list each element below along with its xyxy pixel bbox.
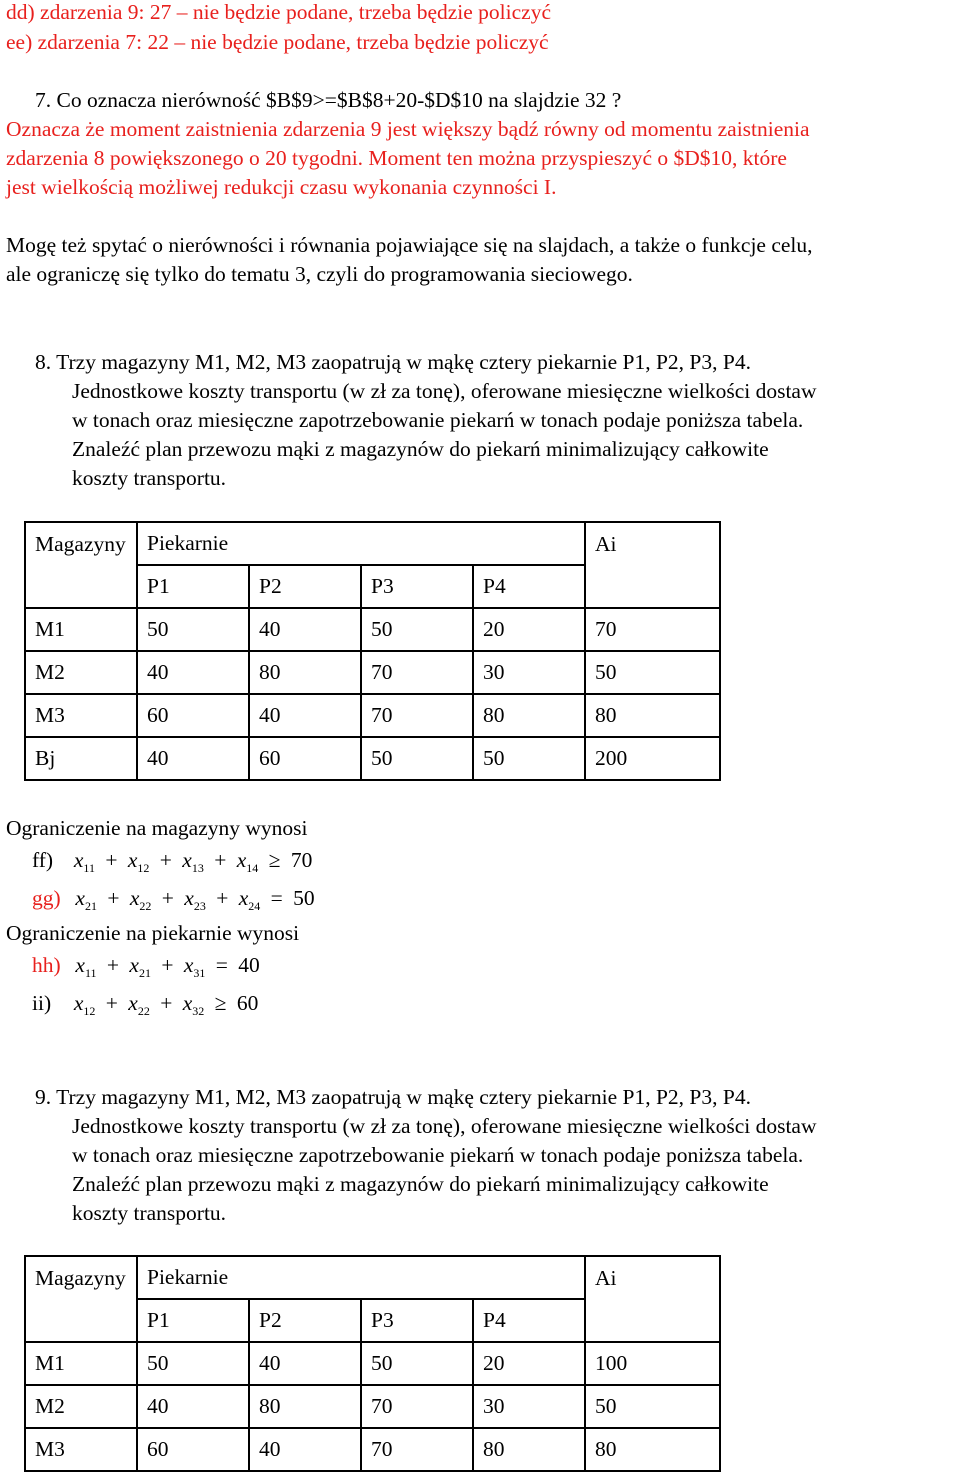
- equation-hh: hh) $x_{11} + x_{21} + x_{31} = 40$: [32, 953, 260, 980]
- equation-ii: ii) $x_{12} + x_{22} + x_{32} \ge 60$: [32, 991, 259, 1018]
- table-row: M2 40 80 70 30 50: [25, 651, 720, 694]
- col-header: P2: [249, 1299, 361, 1342]
- answer-7-line-2: zdarzenia 8 powiększonego o 20 tygodni. Moment ten można przyspieszyć o $D$10, które: [6, 146, 787, 170]
- header-magazyny: Magazyny: [25, 522, 137, 565]
- header-piekarnie: Piekarnie: [137, 1256, 249, 1299]
- col-header: P4: [473, 1299, 585, 1342]
- answer-7-line-3: jest wielkością możliwej redukcji czasu wykonania czynności I.: [6, 175, 557, 199]
- line-ee: ee) zdarzenia 7: 22 – nie będzie podane, trzeba będzie policzyć: [6, 30, 549, 54]
- note-line-1: Mogę też spytać o nierówności i równania pojawiające się na slajdach, a także o funkcje celu,: [6, 233, 813, 257]
- table-row: M2 40 80 70 30 50: [25, 1385, 720, 1428]
- header-ai: Ai: [585, 522, 720, 565]
- cost-table-q8: [24, 521, 721, 781]
- line-dd: dd) zdarzenia 9: 27 – nie będzie podane, trzeba będzie policzyć: [6, 0, 551, 24]
- question-9-line-3: w tonach oraz miesięczne zapotrzebowanie piekarń w tonach podaje poniższa tabela.: [72, 1143, 804, 1167]
- answer-7-line-1: Oznacza że moment zaistnienia zdarzenia 9 jest większy bądź równy od momentu zaistnienia: [6, 117, 810, 141]
- question-8-line-3: w tonach oraz miesięczne zapotrzebowanie piekarń w tonach podaje poniższa tabela.: [72, 408, 804, 432]
- question-8-line-1: 8. Trzy magazyny M1, M2, M3 zaopatrują w mąkę cztery piekarnie P1, P2, P3, P4.: [35, 350, 751, 374]
- table-row: M3 60 40 70 80 80: [25, 1428, 720, 1471]
- col-header: P1: [137, 565, 249, 608]
- question-9-line-2: Jednostkowe koszty transportu (w zł za tonę), oferowane miesięczne wielkości dostaw: [72, 1114, 817, 1138]
- col-header: P3: [361, 1299, 473, 1342]
- cost-table-q9: [24, 1255, 721, 1472]
- equation-ff: ff) $x_{11} + x_{12} + x_{13} + x_{14} \ge 70$: [32, 848, 313, 875]
- header-piekarnie: Piekarnie: [137, 522, 249, 565]
- header-magazyny: Magazyny: [25, 1256, 137, 1299]
- question-7: 7. Co oznacza nierówność $B$9>=$B$8+20-$D$10 na slajdzie 32 ?: [35, 88, 622, 112]
- table-row: M1 50 40 50 20 70: [25, 608, 720, 651]
- table-row: M1 50 40 50 20 100: [25, 1342, 720, 1385]
- col-header: P3: [361, 565, 473, 608]
- col-header: P4: [473, 565, 585, 608]
- constraint-piekarnie-title: Ograniczenie na piekarnie wynosi: [6, 921, 300, 945]
- table-row: Bj 40 60 50 50 200: [25, 737, 720, 780]
- header-ai: Ai: [585, 1256, 720, 1299]
- question-8-line-4: Znaleźć plan przewozu mąki z magazynów do piekarń minimalizujący całkowite: [72, 437, 769, 461]
- equation-gg: gg) $x_{21} + x_{22} + x_{23} + x_{24} = 50$: [32, 886, 315, 913]
- table-row: M3 60 40 70 80 80: [25, 694, 720, 737]
- col-header: P2: [249, 565, 361, 608]
- constraint-magazyny-title: Ograniczenie na magazyny wynosi: [6, 816, 308, 840]
- question-9-line-1: 9. Trzy magazyny M1, M2, M3 zaopatrują w mąkę cztery piekarnie P1, P2, P3, P4.: [35, 1085, 751, 1109]
- question-9-line-4: Znaleźć plan przewozu mąki z magazynów do piekarń minimalizujący całkowite: [72, 1172, 769, 1196]
- question-9-line-5: koszty transportu.: [72, 1201, 227, 1225]
- question-8-line-5: koszty transportu.: [72, 466, 227, 490]
- note-line-2: ale ograniczę się tylko do tematu 3, czyli do programowania sieciowego.: [6, 262, 633, 286]
- question-8-line-2: Jednostkowe koszty transportu (w zł za tonę), oferowane miesięczne wielkości dostaw: [72, 379, 817, 403]
- col-header: P1: [137, 1299, 249, 1342]
